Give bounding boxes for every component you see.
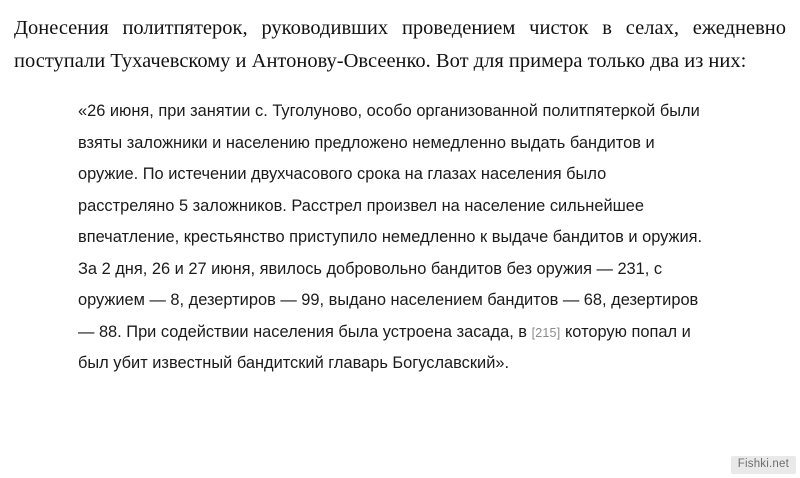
quote-text-part-two: которую попал и был убит известный бандитский главарь Богуславский». <box>78 322 691 373</box>
site-watermark: Fishki.net <box>731 456 796 474</box>
intro-paragraph: Донесения политпятерок, руководивших проведением чисток в селах, ежедневно поступали Тухачевскому и Антонову-Овсеенко. Вот для примера только два из них: <box>14 17 786 73</box>
footnote-reference-215[interactable]: [215] <box>531 325 561 340</box>
quote-text-part-one: «26 июня, при занятии с. Туголуново, особо организованной политпятеркой были взяты заложники и населению предложено немедленно выдать бандитов и оружие. По истечении двухчасового срока на глазах населения было расстреляно 5 заложников. Расстрел произвел на население сильнейшее впечатление, крестьянство приступило немедленно к выдаче бандитов и оружия. За 2 дня, 26 и 27 июня, явилось добровольно бандитов без оружия — 231, с оружием — 8, дезертиров — 99, выдано населением бандитов — 68, дезертиров — 88. При содействии населения была устроена засада, в <box>78 102 703 341</box>
quoted-report-block <box>0 78 800 380</box>
